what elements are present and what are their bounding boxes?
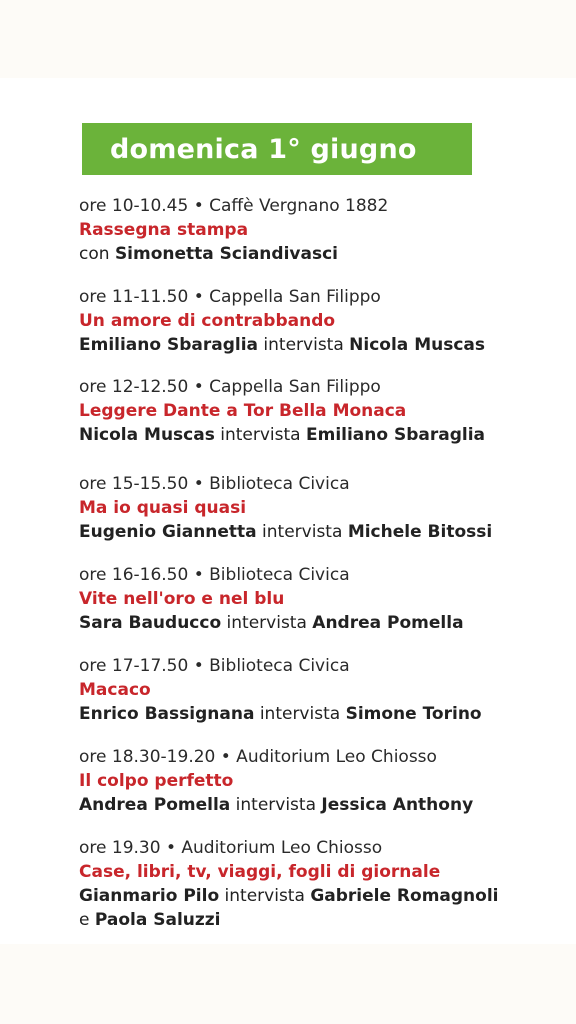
event-title: Case, libri, tv, viaggi, fogli di giornale [79,862,441,882]
event-time-venue: ore 16-16.50 • Biblioteca Civica [79,565,350,585]
event-people [79,793,559,817]
speaker-name: Paola Saluzzi [94,910,221,930]
day-title: domenica 1° giugno [110,133,417,165]
people-connector: intervista [221,613,313,633]
people-connector: intervista [256,522,348,542]
speaker-name: Nicola Muscas [79,425,215,445]
speaker-name: Enrico Bassignana [79,704,255,724]
event-time-venue: ore 11-11.50 • Cappella San Filippo [79,287,381,307]
event-title: Macaco [79,680,151,700]
people-connector: intervista [230,795,322,815]
event-item [79,285,559,357]
day-header [82,123,472,175]
event-title: Un amore di contrabbando [79,311,336,331]
speaker-name: Andrea Pomella [79,795,231,815]
event-time-venue: ore 17-17.50 • Biblioteca Civica [79,656,350,676]
event-time-venue: ore 15-15.50 • Biblioteca Civica [79,474,350,494]
people-connector: intervista [258,335,350,355]
event-people [79,702,559,726]
speaker-name: Emiliano Sbaraglia [306,425,486,445]
people-prefix: e [79,910,95,930]
event-people [79,520,559,544]
event-item [79,654,559,726]
event-item [79,194,559,266]
event-people [79,611,559,635]
event-item [79,745,559,817]
event-item [79,472,559,544]
speaker-name: Eugenio Giannetta [79,522,257,542]
speaker-name: Nicola Muscas [349,335,486,355]
event-people [79,333,559,357]
speaker-name: Sara Bauducco [79,613,222,633]
speaker-name: Michele Bitossi [347,522,493,542]
speaker-name: Simone Torino [345,704,482,724]
event-title: Vite nell'oro e nel blu [79,589,285,609]
people-prefix: con [79,244,115,264]
event-people [79,884,559,908]
event-people [79,908,559,932]
event-title: Rassegna stampa [79,220,249,240]
event-item [79,563,559,635]
event-time-venue: ore 18.30-19.20 • Auditorium Leo Chiosso [79,747,437,767]
event-title: Il colpo perfetto [79,771,234,791]
speaker-name: Jessica Anthony [321,795,474,815]
event-title: Leggere Dante a Tor Bella Monaca [79,401,407,421]
event-time-venue: ore 19.30 • Auditorium Leo Chiosso [79,838,383,858]
people-connector: intervista [254,704,346,724]
people-connector: intervista [219,886,311,906]
schedule-card [0,78,576,944]
speaker-name: Gianmario Pilo [79,886,220,906]
speaker-name: Andrea Pomella [312,613,464,633]
event-people [79,242,559,266]
event-people [79,423,559,447]
event-item [79,836,559,932]
people-connector: intervista [214,425,306,445]
speaker-name: Gabriele Romagnoli [310,886,499,906]
speaker-name: Simonetta Sciandivasci [114,244,338,264]
speaker-name: Emiliano Sbaraglia [79,335,259,355]
event-title: Ma io quasi quasi [79,498,247,518]
event-time-venue: ore 10-10.45 • Caffè Vergnano 1882 [79,196,389,216]
event-time-venue: ore 12-12.50 • Cappella San Filippo [79,377,381,397]
event-item [79,375,559,447]
